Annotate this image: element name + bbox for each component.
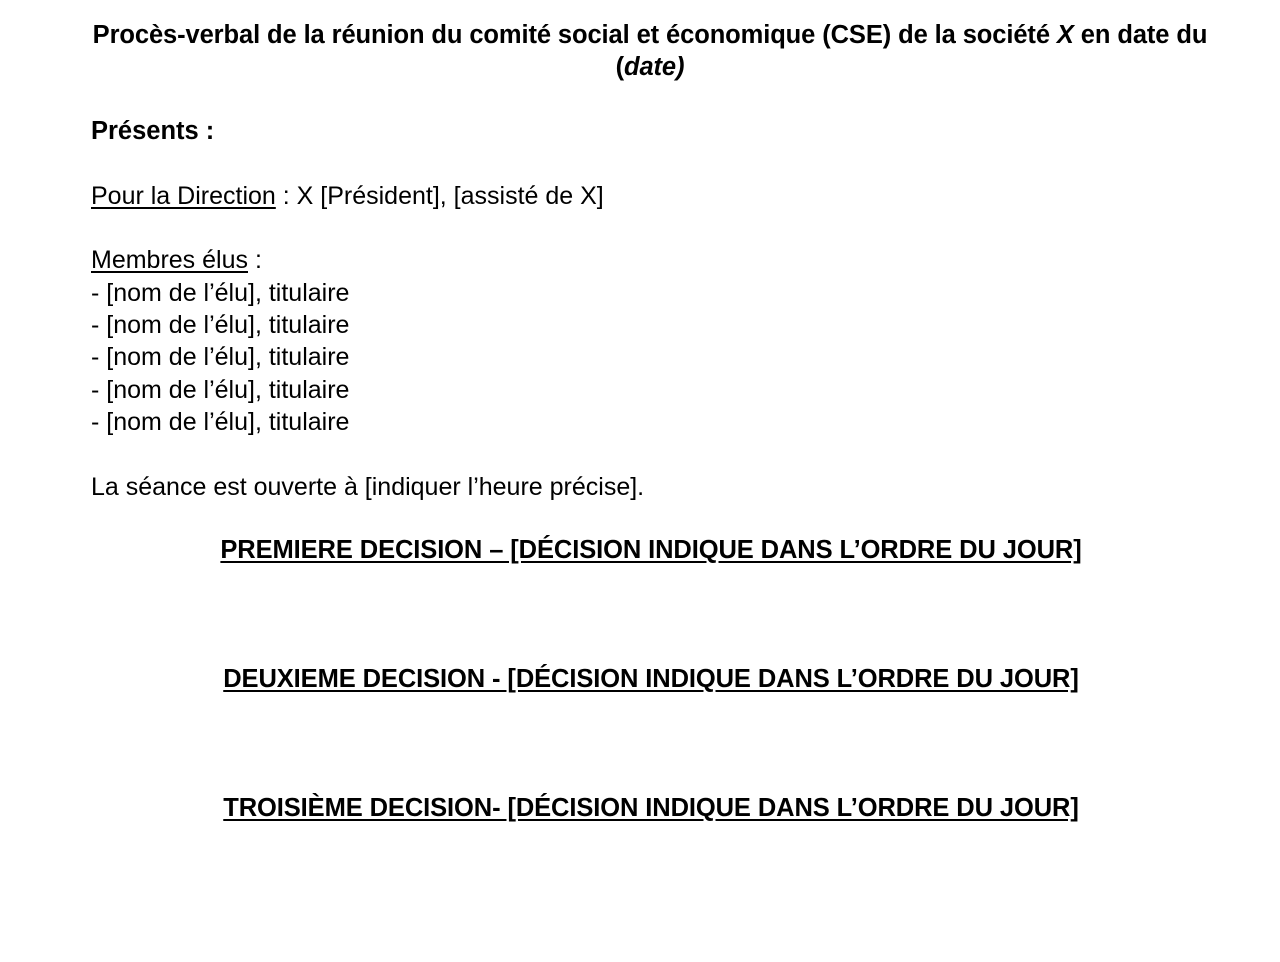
title-text-part1: Procès-verbal de la réunion du comité social et économique (CSE) de la société (92, 21, 1057, 49)
members-list (91, 277, 349, 438)
presents-heading: Présents : (91, 117, 215, 145)
decision-heading-third: TROISIÈME DECISION- [DÉCISION INDIQUE DANS L’ORDRE DU JOUR] (223, 794, 1079, 822)
members-colon: : (248, 246, 262, 274)
member-item: - [nom de l’élu], titulaire (91, 311, 350, 340)
direction-label: Pour la Direction (91, 182, 276, 210)
direction-line (91, 180, 604, 212)
member-item: - [nom de l’élu], titulaire (91, 375, 350, 404)
title-company-x: X (1056, 21, 1074, 49)
decision-heading-second: DEUXIEME DECISION - [DÉCISION INDIQUE DANS L’ORDRE DU JOUR] (223, 665, 1079, 693)
decision-heading-first: PREMIERE DECISION – [DÉCISION INDIQUE DANS L’ORDRE DU JOUR] (220, 536, 1082, 564)
title-text-part2: en date du ( (615, 21, 1208, 81)
title-date-placeholder: date) (623, 53, 685, 81)
session-opening-text: La séance est ouverte à [indiquer l’heure précise]. (91, 473, 645, 501)
member-item: - [nom de l’élu], titulaire (91, 407, 350, 436)
direction-text: : X [Président], [assisté de X] (275, 182, 604, 210)
document-title (90, 19, 1210, 83)
members-label: Membres élus (91, 246, 248, 274)
member-item: - [nom de l’élu], titulaire (91, 343, 350, 372)
member-item: - [nom de l’élu], titulaire (91, 279, 350, 307)
members-label-line (91, 244, 262, 276)
